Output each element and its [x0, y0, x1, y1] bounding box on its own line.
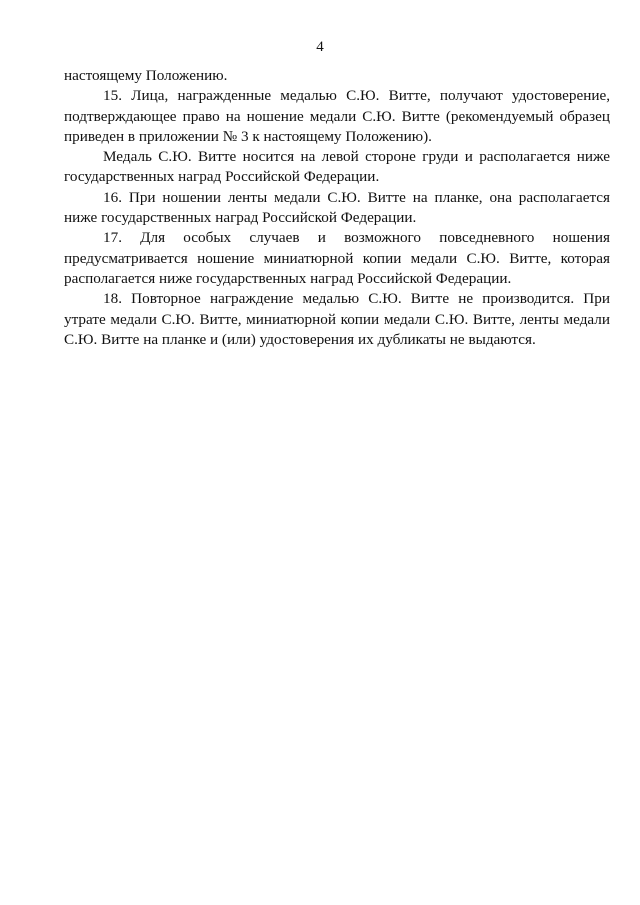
- paragraph-17: 17. Для особых случаев и возможного повседневного ношения предусматривается ношение миниатюрной копии медали С.Ю. Витте, которая располагается ниже государственных наград Российской Федерации.: [64, 229, 610, 287]
- document-body: [64, 66, 610, 350]
- paragraph-16: 16. При ношении ленты медали С.Ю. Витте на планке, она располагается ниже государственных наград Российской Федерации.: [64, 188, 610, 227]
- paragraph-15: 15. Лица, награжденные медалью С.Ю. Витте, получают удостоверение, подтверждающее право на ношение медали С.Ю. Витте (рекомендуемый образец приведен в приложении № 3 к настоящему Положению).: [64, 87, 610, 145]
- paragraph-continuation: настоящему Положению.: [64, 67, 228, 84]
- page-number: 4: [316, 39, 324, 55]
- paragraph-18: 18. Повторное награждение медалью С.Ю. Витте не производится. При утрате медали С.Ю. Витте, миниатюрной копии медали С.Ю. Витте, ленты медали С.Ю. Витте на планке и (или) удостоверения их дубликаты не выдаются.: [64, 290, 610, 348]
- paragraph-15-medal-wearing: Медаль С.Ю. Витте носится на левой стороне груди и располагается ниже государственных наград Российской Федерации.: [64, 148, 610, 186]
